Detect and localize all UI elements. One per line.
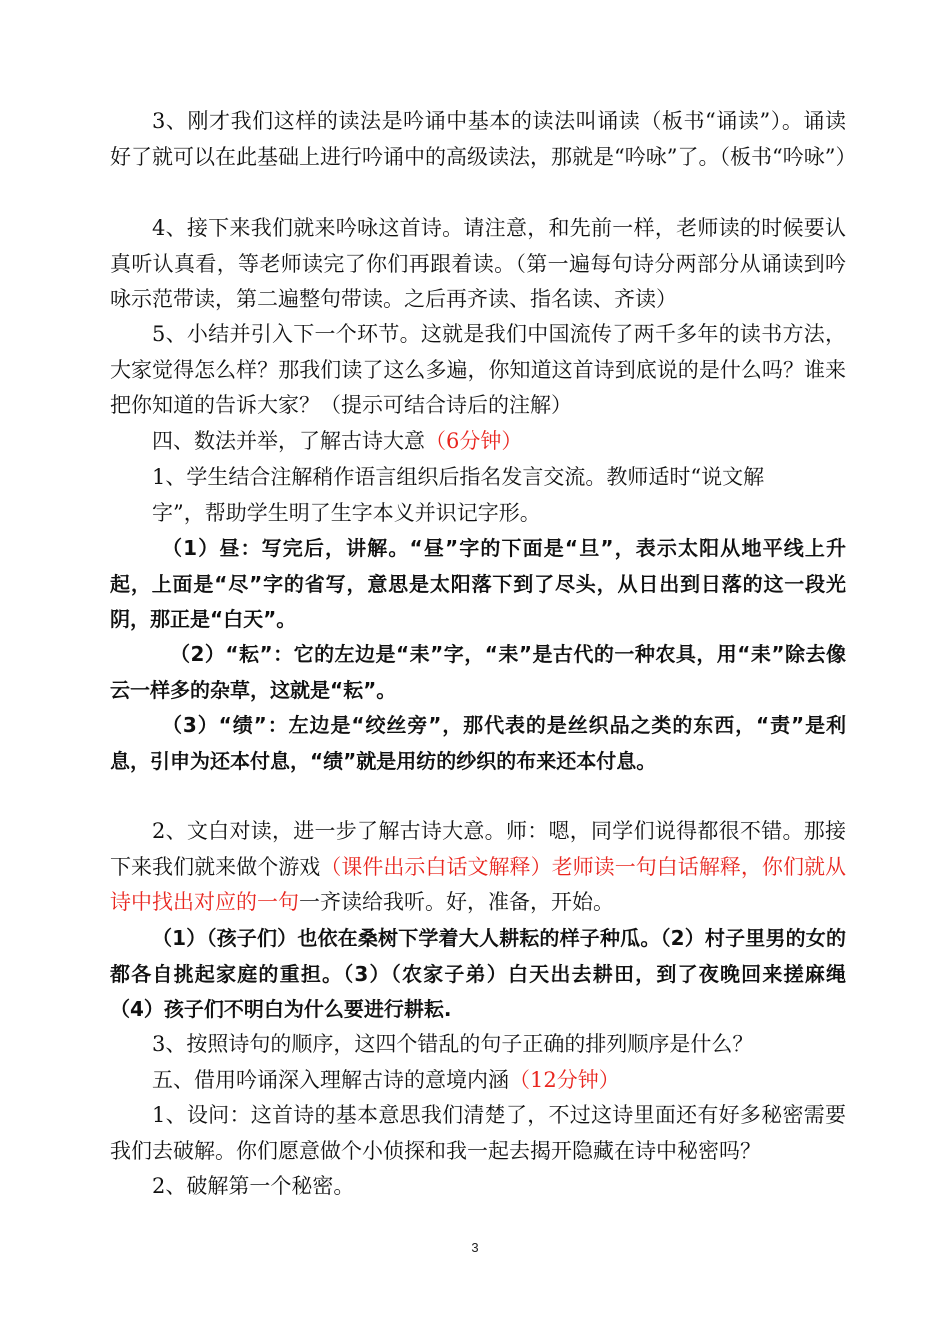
paragraph-4-1b: 字”，帮助学生明了生字本义并识记字形。 (152, 501, 541, 525)
section-5-time: （12分钟） (509, 1068, 620, 1092)
section-4-title: 四、数法并举，了解古诗大意 (152, 429, 425, 453)
paragraph-ji-explanation: （3）“绩”：左边是“绞丝旁”，那代表的是丝织品之类的东西，“责”是利息，引申为还本付息，“绩”就是用纺的纱织的布来还本付息。 (110, 713, 846, 773)
paragraph-4-3: 3、按照诗句的顺序，这四个错乱的句子正确的排列顺序是什么？ (152, 1032, 754, 1056)
paragraph-zhou-explanation: （1）昼：写完后，讲解。“昼”字的下面是“旦”，表示太阳从地平线上升起，上面是“尽”字的省写，意思是太阳落下到了尽头，从日出到日落的这一段光阴，那正是“白天”。 (110, 536, 846, 631)
paragraph-yun-explanation: （2）“耘”：它的左边是“耒”字，“耒”是古代的一种农具，用“耒”除去像云一样多的杂草，这就是“耘”。 (110, 642, 846, 702)
paragraph-5-2: 2、破解第一个秘密。 (152, 1174, 355, 1198)
paragraph-4-1a: 1、学生结合注解稍作语言组织后指名发言交流。教师适时“说文解 (152, 465, 765, 489)
paragraph-4-2-red: （课件出示白话文解释）老师读一句白话解释，你们就从诗中找出对应的一句 (110, 854, 847, 914)
paragraph-4-items: （1）（孩子们）也依在桑树下学着大人耕耘的样子种瓜。（2）村子里男的女的都各自挑起家庭的重担。（3）（农家子弟）白天出去耕田，到了夜晚回来搓麻绳（4）孩子们不明白为什么要进行耕耘. (110, 926, 846, 1021)
paragraph-4-2-end: 一齐读给我听。好，准备，开始。 (299, 890, 614, 914)
paragraph-recite-3: 3、刚才我们这样的读法是吟诵中基本的读法叫诵读（板书“诵读”）。诵读好了就可以在此基础上进行吟诵中的高级读法，那就是“吟咏”了。（板书“吟咏”） (110, 109, 857, 169)
paragraph-4-2-start: 2、文白对读，进一步了解古诗大意。师：嗯，同学们说得都很不错。那接下来我们就来做个游戏 (110, 819, 846, 879)
section-5-title: 五、借用吟诵深入理解古诗的意境内涵 (152, 1068, 509, 1092)
page-number: 3 (471, 1240, 479, 1255)
section-5-heading (110, 1063, 846, 1099)
paragraph-chant-4: 4、接下来我们就来吟咏这首诗。请注意，和先前一样，老师读的时候要认真听认真看，等老师读完了你们再跟着读。（第一遍每句诗分两部分从诵读到吟咏示范带读，第二遍整句带读。之后再齐读、指名读、齐读） (110, 216, 846, 311)
section-4-time: （6分钟） (425, 429, 523, 453)
paragraph-5-1: 1、设问：这首诗的基本意思我们清楚了，不过这诗里面还有好多秘密需要我们去破解。你们愿意做个小侦探和我一起去揭开隐藏在诗中秘密吗？ (110, 1103, 846, 1163)
section-4-heading (110, 424, 846, 460)
paragraph-4-2 (110, 814, 846, 921)
paragraph-summary-5: 5、小结并引入下一个环节。这就是我们中国流传了两千多年的读书方法，大家觉得怎么样？那我们读了这么多遍，你知道这首诗到底说的是什么吗？谁来把你知道的告诉大家？（提示可结合诗后的注解） (110, 322, 846, 417)
